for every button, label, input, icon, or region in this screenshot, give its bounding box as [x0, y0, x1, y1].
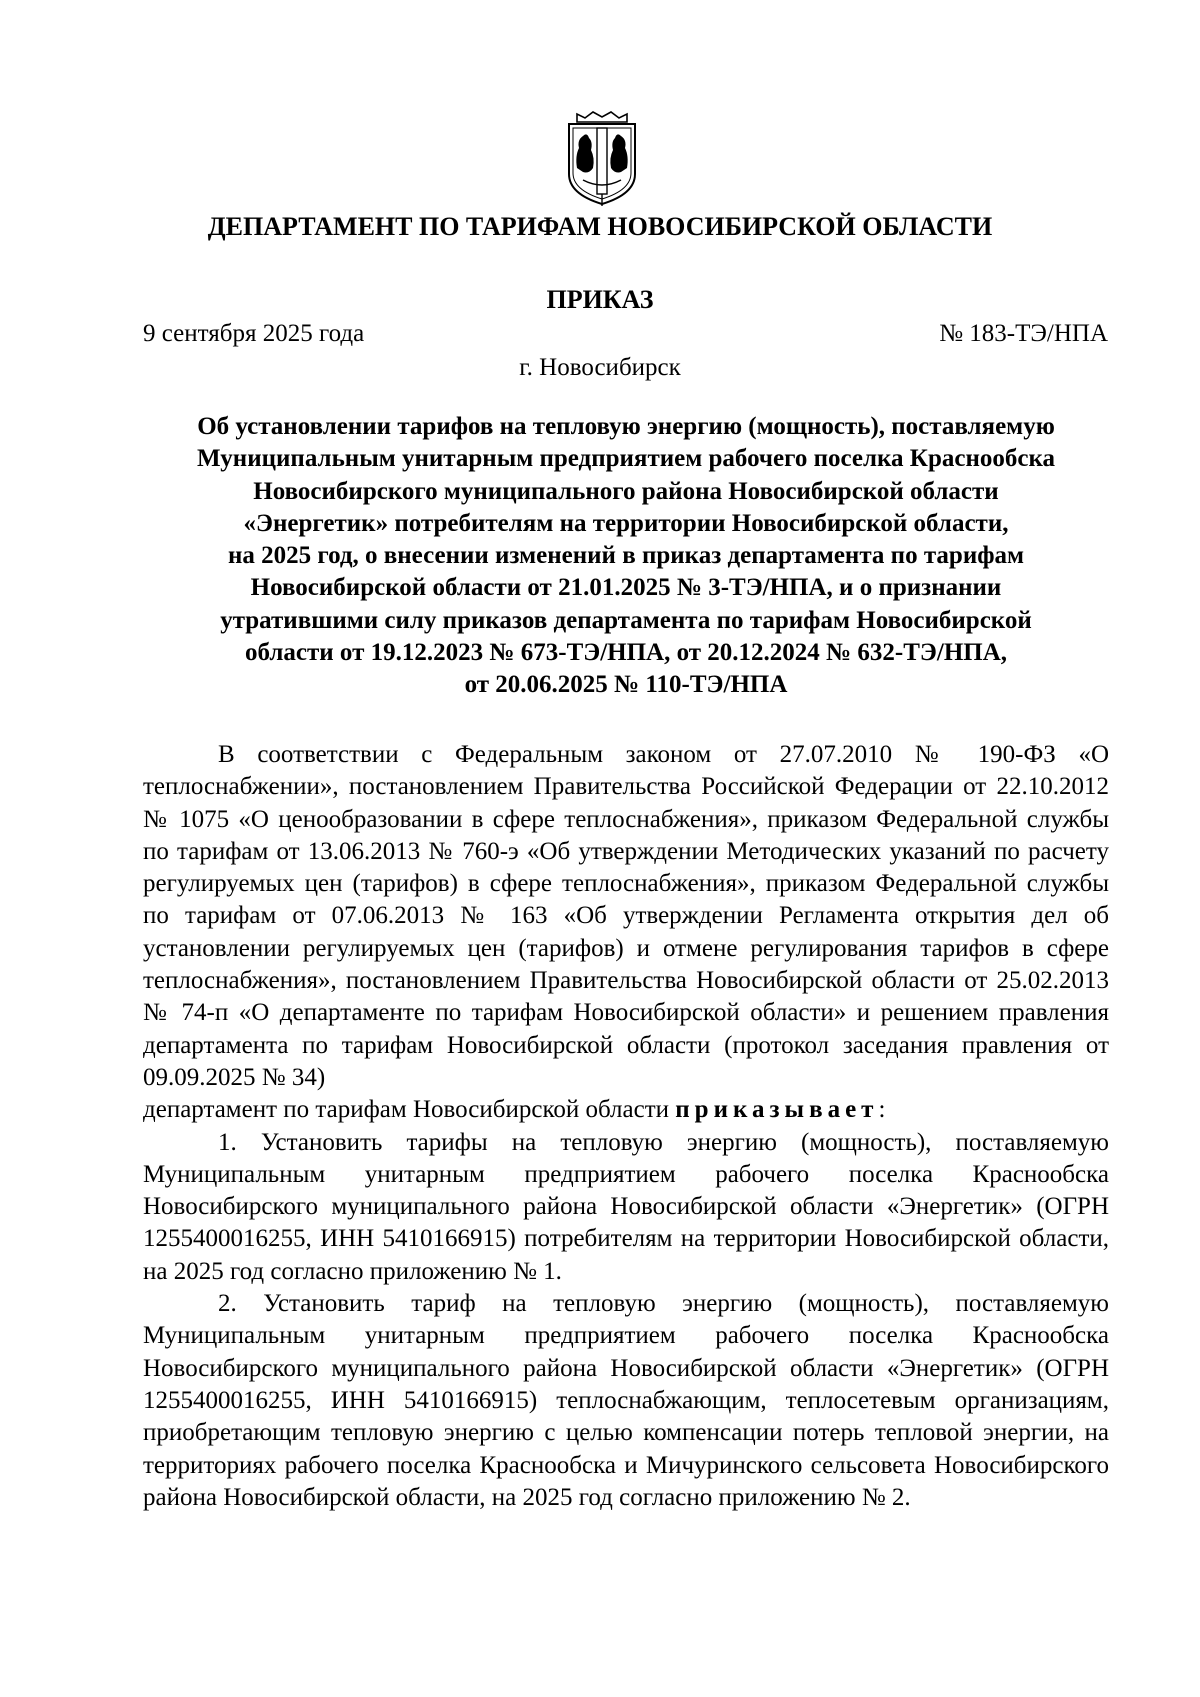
document-city: г. Новосибирск	[519, 354, 681, 381]
document-body	[143, 739, 1109, 1514]
coat-of-arms-icon	[563, 108, 641, 208]
title-line: области от 19.12.2023 № 673-ТЭ/НПА, от 20.12.2024 № 632-ТЭ/НПА,	[244, 639, 1008, 667]
order-line-prefix: департамент по тарифам Новосибирской области	[143, 1096, 676, 1124]
order-item-2: 2. Установить тариф на тепловую энергию (мощность), поставляемую Муниципальным унитарным предприятием рабочего поселка Краснообска Новосибирского муниципального района Новосибирской области «Энергетик» (ОГРН 1255400016255, ИНН 5410166915) теплоснабжающим, теплосетевым организациям, приобретающим тепловую энергию с целью компенсации потерь тепловой энергии, на территориях рабочего поселка Краснообска и Мичуринского сельсовета Новосибирского района Новосибирской области, на 2025 год согласно приложению № 2.	[143, 1290, 1109, 1511]
title-line: от 20.06.2025 № 110-ТЭ/НПА	[464, 671, 788, 699]
document-title	[143, 411, 1109, 702]
title-line: «Энергетик» потребителям на территории Новосибирской области,	[243, 509, 1009, 537]
order-verb: приказывает	[675, 1096, 879, 1124]
title-line: утратившими силу приказов департамента по тарифам Новосибирской	[220, 606, 1032, 634]
order-item-1: 1. Установить тарифы на тепловую энергию (мощность), поставляемую Муниципальным унитарным предприятием рабочего поселка Краснообска Новосибирского муниципального района Новосибирской области «Энергетик» (ОГРН 1255400016255, ИНН 5410166915) потребителям на территории Новосибирской области, на 2025 год согласно приложению № 1.	[143, 1128, 1109, 1285]
title-line: Новосибирской области от 21.01.2025 № 3-ТЭ/НПА, и о признании	[250, 574, 1002, 602]
order-line-suffix: :	[878, 1096, 886, 1124]
department-name: ДЕПАРТАМЕНТ ПО ТАРИФАМ НОВОСИБИРСКОЙ ОБЛАСТИ	[207, 212, 993, 241]
title-line: Об установлении тарифов на тепловую энергию (мощность), поставляемую	[197, 413, 1055, 440]
title-line: на 2025 год, о внесении изменений в приказ департамента по тарифам	[227, 542, 1025, 570]
document-date: 9 сентября 2025 года	[143, 320, 365, 347]
title-line: Муниципальным унитарным предприятием рабочего поселка Краснообска	[197, 445, 1055, 473]
document-type: ПРИКАЗ	[546, 285, 654, 314]
preamble-paragraph: В соответствии с Федеральным законом от 27.07.2010 № 190-ФЗ «О теплоснабжении», постановлением Правительства Российской Федерации от 22.10.2012 № 1075 «О ценообразовании в сфере теплоснабжения», приказом Федеральной службы по тарифам от 13.06.2013 № 760-э «Об утверждении Методических указаний по расчету регулируемых цен (тарифов) в сфере теплоснабжения», приказом Федеральной службы по тарифам от 07.06.2013 № 163 «Об утверждении Регламента открытия дел об установлении регулируемых цен (тарифов) и отмене регулирования тарифов в сфере теплоснабжения», постановлением Правительства Новосибирской области от 25.02.2013 № 74-п «О департаменте по тарифам Новосибирской области» и решением правления департамента по тарифам Новосибирской области (протокол заседания правления от 09.09.2025 № 34)	[143, 741, 1109, 1091]
order-line	[143, 1094, 1109, 1126]
document-number: № 183-ТЭ/НПА	[939, 320, 1108, 347]
title-line: Новосибирского муниципального района Новосибирской области	[253, 477, 999, 505]
